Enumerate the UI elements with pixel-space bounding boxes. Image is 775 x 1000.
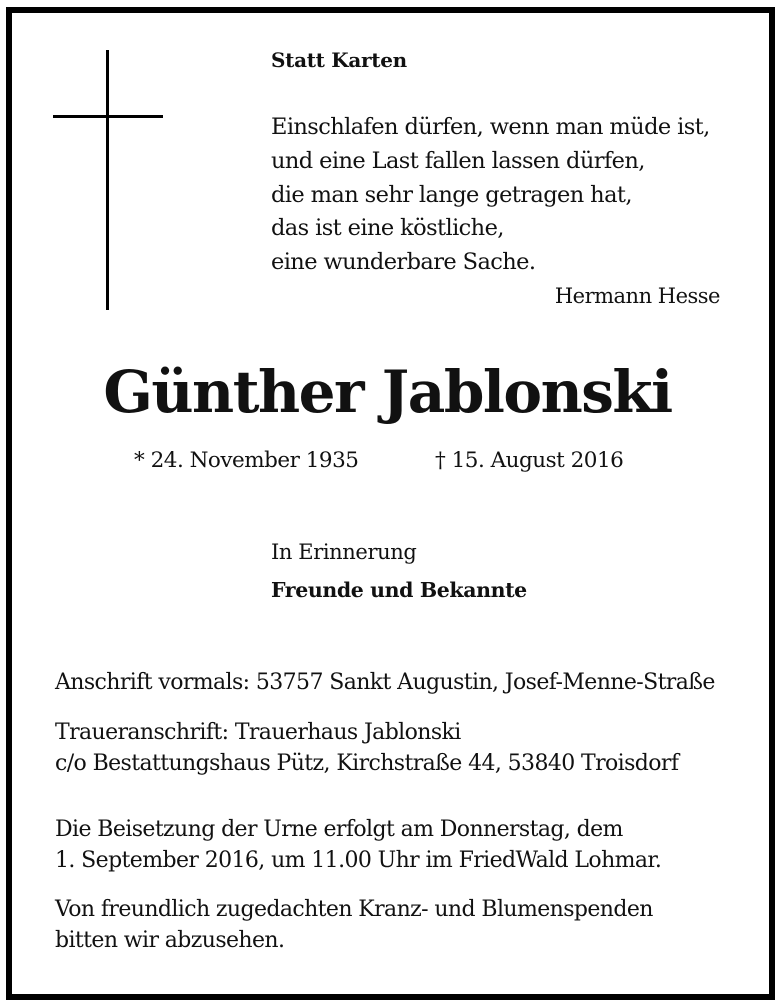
poem-line: Einschlafen dürfen, wenn man müde ist, — [271, 114, 710, 140]
poem — [271, 111, 710, 280]
cross-vertical-bar — [106, 50, 109, 310]
former-address-line: Anschrift vormals: 53757 Sankt Augustin, Josef-Menne-Straße — [55, 670, 715, 695]
flowers-note-line: Von freundlich zugedachten Kranz- und Blumenspenden — [55, 897, 653, 922]
poem-line: die man sehr lange getragen hat, — [271, 181, 632, 208]
mourning-address-line: Traueranschrift: Trauerhaus Jablonski — [55, 720, 461, 745]
burial-info-line: 1. September 2016, um 11.00 Uhr im FriedWald Lohmar. — [55, 848, 662, 873]
mourners: Freunde und Bekannte — [271, 578, 527, 602]
poem-line: das ist eine köstliche, — [271, 215, 504, 242]
flowers-note — [55, 894, 653, 956]
flowers-note-line: bitten wir abzusehen. — [55, 928, 285, 953]
death-date: † 15. August 2016 — [435, 448, 624, 473]
memorial-line: In Erinnerung — [271, 540, 417, 564]
notice-heading: Statt Karten — [271, 48, 407, 72]
poem-line: und eine Last fallen lassen dürfen, — [271, 147, 645, 174]
former-address — [55, 667, 715, 698]
poem-line: eine wunderbare Sache. — [271, 249, 536, 276]
mourning-address-line: c/o Bestattungshaus Pütz, Kirchstraße 44, 53840 Troisdorf — [55, 751, 679, 776]
burial-info — [55, 814, 661, 876]
poem-author: Hermann Hesse — [554, 284, 720, 308]
burial-info-line: Die Beisetzung der Urne erfolgt am Donnerstag, dem — [55, 817, 623, 842]
birth-date: * 24. November 1935 — [134, 448, 359, 473]
mourning-address — [55, 717, 678, 779]
deceased-name: Günther Jablonski — [103, 358, 672, 426]
cross-horizontal-bar — [53, 115, 163, 118]
